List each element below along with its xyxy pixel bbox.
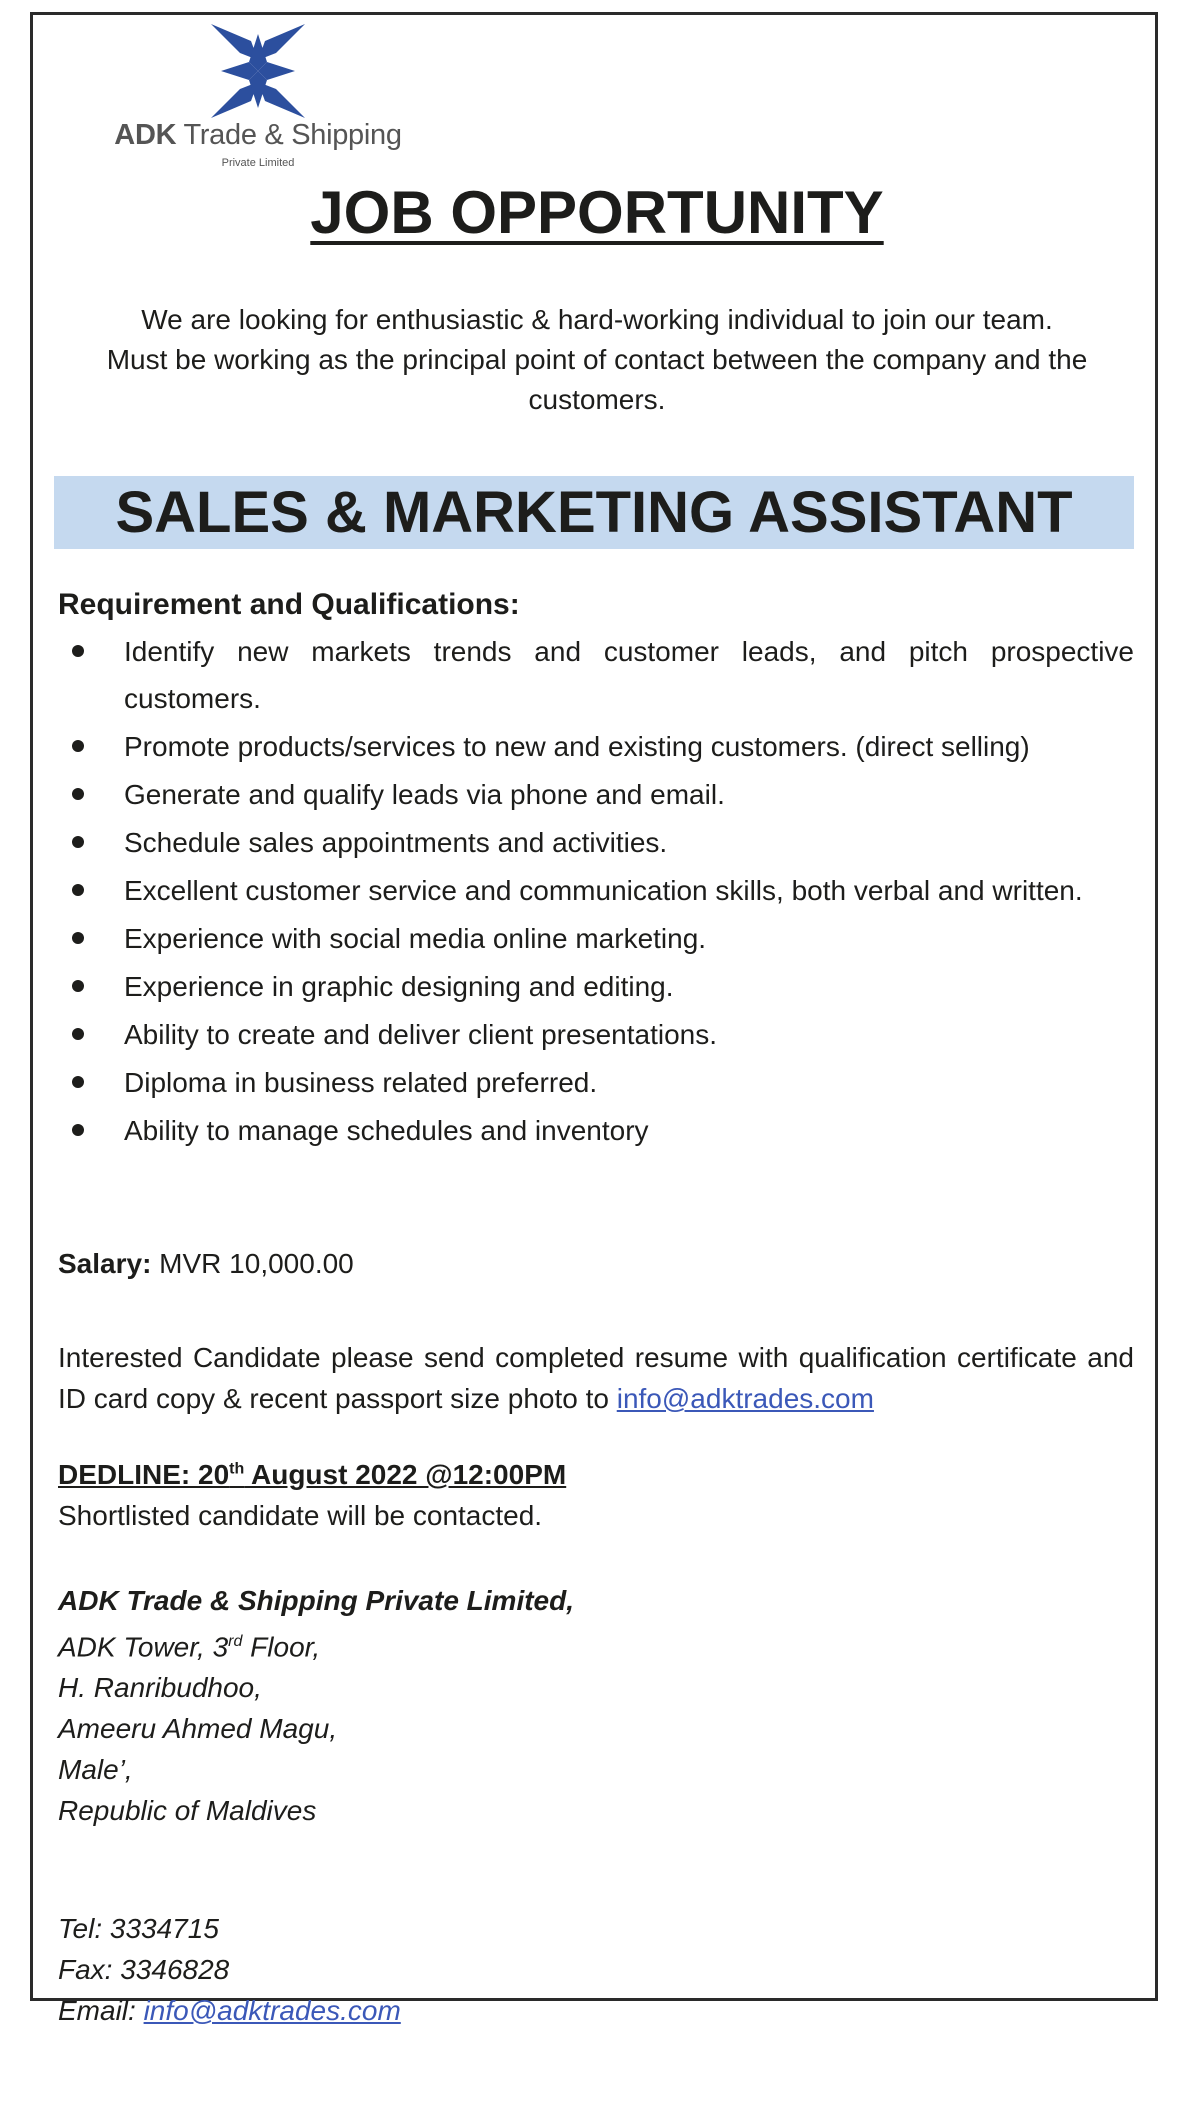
email-line: Email: info@adktrades.com (58, 1995, 401, 2026)
address-line: Male’, (58, 1754, 133, 1786)
list-item: Excellent customer service and communication skills, both verbal and written. (58, 867, 1134, 914)
bullet-icon (72, 645, 84, 657)
list-item: Generate and qualify leads via phone and email. (58, 771, 1134, 818)
company-logo (108, 24, 408, 174)
contact-details (58, 1908, 401, 2031)
bullet-icon (72, 788, 84, 800)
bullet-icon (72, 980, 84, 992)
bullet-icon (72, 1124, 84, 1136)
bullet-icon (72, 1028, 84, 1040)
intro-text (70, 300, 1124, 420)
deadline: DEDLINE: 20th August 2022 @12:00PM (58, 1459, 567, 1490)
application-instructions: Interested Candidate please send completed resume with qualification certificate and ID card copy & recent passport size photo to info@adktrades.com (58, 1342, 1134, 1414)
page-title: JOB OPPORTUNITY (310, 179, 884, 246)
contact-email-link[interactable]: info@adktrades.com (143, 1995, 401, 2026)
list-item: Identify new markets trends and customer leads, and pitch prospective customers. (58, 628, 1134, 722)
salary-value: MVR 10,000.00 (151, 1248, 354, 1279)
fax-line: Fax: 3346828 (58, 1954, 230, 1985)
company-name: ADK Trade & Shipping Private Limited, (58, 1585, 575, 1616)
bullet-icon (72, 836, 84, 848)
requirements-heading: Requirement and Qualifications: (58, 588, 520, 621)
list-item: Experience in graphic designing and editing. (58, 963, 1134, 1010)
address-line: H. Ranribudhoo, (58, 1672, 262, 1704)
bullet-icon (72, 1076, 84, 1088)
list-item: Promote products/services to new and existing customers. (direct selling) (58, 723, 1134, 770)
list-item: Schedule sales appointments and activities. (58, 819, 1134, 866)
list-item: Ability to manage schedules and inventory (58, 1107, 1134, 1154)
adk-star-logo-icon (211, 24, 305, 118)
list-item: Experience with social media online marketing. (58, 915, 1134, 962)
list-item: Diploma in business related preferred. (58, 1059, 1134, 1106)
address-line: Ameeru Ahmed Magu, (58, 1713, 338, 1745)
address-line: ADK Tower, 3rd Floor, (58, 1631, 321, 1663)
bullet-icon (72, 740, 84, 752)
logo-wordmark: ADK Trade & Shipping (114, 119, 402, 151)
intro-line: Must be working as the principal point of contact between the company and the customers. (106, 344, 1088, 415)
requirements-list (58, 628, 1134, 1155)
logo-subtitle: Private Limited (221, 157, 295, 169)
shortlist-note: Shortlisted candidate will be contacted. (58, 1500, 543, 1531)
intro-line: We are looking for enthusiastic & hard-working individual to join our team. (141, 304, 1053, 335)
email-link[interactable]: info@adktrades.com (616, 1383, 874, 1414)
position-banner: SALES & MARKETING ASSISTANT (54, 476, 1134, 549)
salary-line (58, 1248, 354, 1280)
tel-line: Tel: 3334715 (58, 1913, 219, 1944)
address-line: Republic of Maldives (58, 1795, 317, 1827)
list-item: Ability to create and deliver client presentations. (58, 1011, 1134, 1058)
company-address (58, 1580, 574, 1831)
salary-label: Salary: (58, 1248, 152, 1279)
bullet-icon (72, 884, 84, 896)
bullet-icon (72, 932, 84, 944)
